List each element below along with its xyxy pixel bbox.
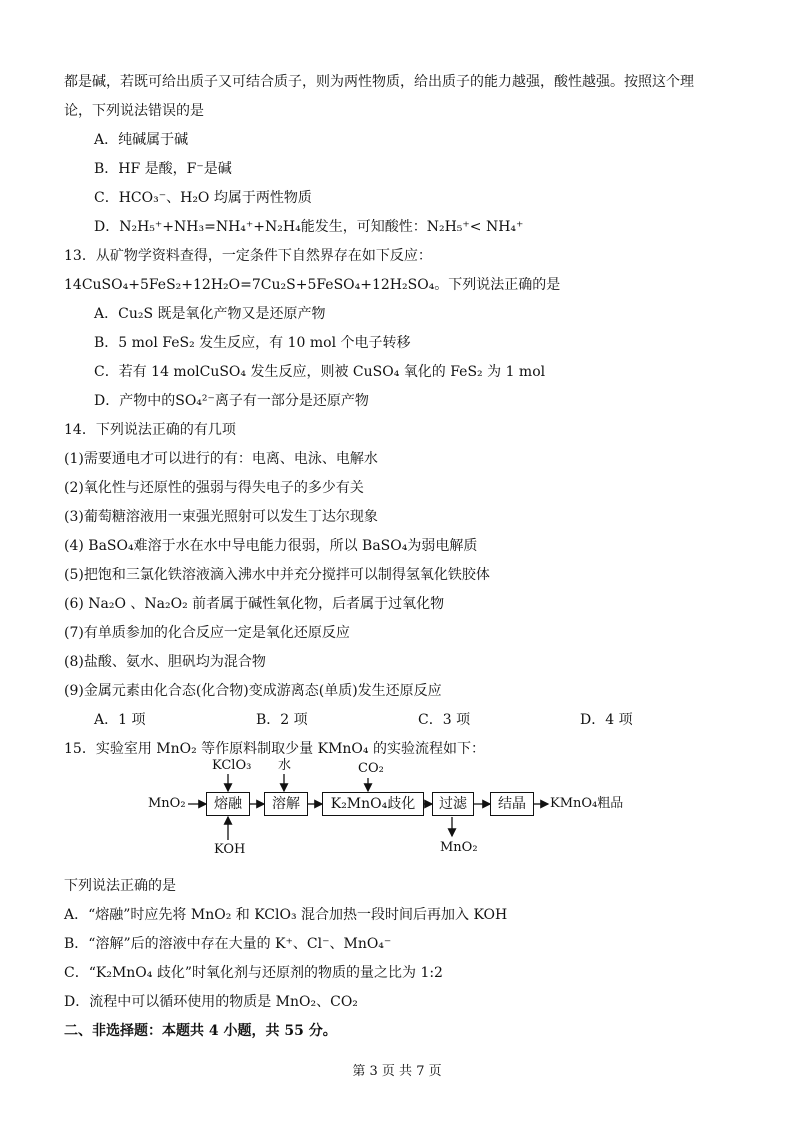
q14-item-1: (1)需要通电才可以进行的有：电离、电泳、电解水 (64, 451, 378, 467)
q12-option-c: C．HCO₃⁻、H₂O 均属于两性物质 (94, 190, 312, 206)
q15-stem: 15．实验室用 MnO₂ 等作原料制取少量 KMnO₄ 的实验流程如下： (64, 741, 485, 757)
q14-option-a: A．1 项 (94, 712, 146, 728)
q14-item-7: (7)有单质参加的化合反应一定是氧化还原反应 (64, 625, 350, 641)
flow-box-disproportion: K₂MnO₄歧化 (322, 792, 424, 816)
q12-option-b: B．HF 是酸，F⁻是碱 (94, 161, 232, 177)
q15-flow-diagram (148, 756, 648, 864)
q12-intro-line2: 论，下列说法错误的是 (64, 103, 204, 119)
q14-option-d: D．4 项 (580, 712, 633, 728)
q14-options (0, 710, 794, 730)
q15-lead: 下列说法正确的是 (64, 878, 176, 894)
q14-stem: 14．下列说法正确的有几项 (64, 422, 236, 438)
q12-option-d: D．N₂H₅⁺+NH₃=NH₄⁺+N₂H₄能发生，可知酸性：N₂H₅⁺< NH₄⁺ (94, 219, 524, 235)
q12-intro-line1: 都是碱，若既可给出质子又可结合质子，则为两性物质，给出质子的能力越强，酸性越强。按照这个理 (64, 74, 694, 90)
q14-item-6: (6) Na₂O 、Na₂O₂ 前者属于碱性氧化物，后者属于过氧化物 (64, 596, 445, 612)
q14-item-4: (4) BaSO₄难溶于水在水中导电能力很弱，所以 BaSO₄为弱电解质 (64, 538, 478, 554)
section-2-heading: 二、非选择题：本题共 4 小题，共 55 分。 (64, 1023, 337, 1039)
q13-equation: 14CuSO₄+5FeS₂+12H₂O=7Cu₂S+5FeSO₄+12H₂SO₄。下列说法正确的是 (64, 277, 561, 293)
flow-box-dissolve: 溶解 (264, 792, 308, 816)
flow-kclo3-label: KClO₃ (212, 758, 252, 773)
flow-start-label: MnO₂ (148, 796, 186, 811)
q14-item-5: (5)把饱和三氯化铁溶液滴入沸水中并充分搅拌可以制得氢氧化铁胶体 (64, 567, 490, 583)
flow-byproduct-label: MnO₂ (440, 840, 478, 855)
q15-option-c: C．“K₂MnO₄ 歧化”时氧化剂与还原剂的物质的量之比为 1:2 (64, 965, 443, 981)
q13-stem: 13．从矿物学资料查得，一定条件下自然界存在如下反应： (64, 248, 432, 264)
flow-koh-label: KOH (214, 842, 246, 857)
q15-option-a: A．“熔融”时应先将 MnO₂ 和 KClO₃ 混合加热一段时间后再加入 KOH (64, 907, 508, 923)
q14-item-9: (9)金属元素由化合态(化合物)变成游离态(单质)发生还原反应 (64, 683, 442, 699)
flow-water-label: 水 (278, 758, 292, 773)
flow-co2-label: CO₂ (358, 761, 384, 776)
q13-option-d: D．产物中的SO₄²⁻离子有一部分是还原产物 (94, 393, 369, 409)
q14-option-b: B．2 项 (256, 712, 308, 728)
q15-option-d: D．流程中可以循环使用的物质是 MnO₂、CO₂ (64, 994, 358, 1010)
flow-box-filter: 过滤 (432, 792, 474, 816)
flow-box-crystallize: 结晶 (490, 792, 534, 816)
q13-option-b: B．5 mol FeS₂ 发生反应，有 10 mol 个电子转移 (94, 335, 411, 351)
flow-product-label: KMnO₄粗品 (550, 796, 624, 811)
q14-option-c: C．3 项 (418, 712, 471, 728)
q14-item-8: (8)盐酸、氨水、胆矾均为混合物 (64, 654, 266, 670)
q12-option-a: A．纯碱属于碱 (94, 132, 189, 148)
page-number-footer: 第 3 页 共 7 页 (352, 1064, 442, 1079)
q13-option-a: A．Cu₂S 既是氧化产物又是还原产物 (94, 306, 326, 322)
flow-box-melt: 熔融 (206, 792, 250, 816)
q13-option-c: C．若有 14 molCuSO₄ 发生反应，则被 CuSO₄ 氧化的 FeS₂ 为 1 mol (94, 364, 546, 380)
q14-item-2: (2)氧化性与还原性的强弱与得失电子的多少有关 (64, 480, 364, 496)
q14-item-3: (3)葡萄糖溶液用一束强光照射可以发生丁达尔现象 (64, 509, 378, 525)
q15-option-b: B．“溶解”后的溶液中存在大量的 K⁺、Cl⁻、MnO₄⁻ (64, 936, 392, 952)
